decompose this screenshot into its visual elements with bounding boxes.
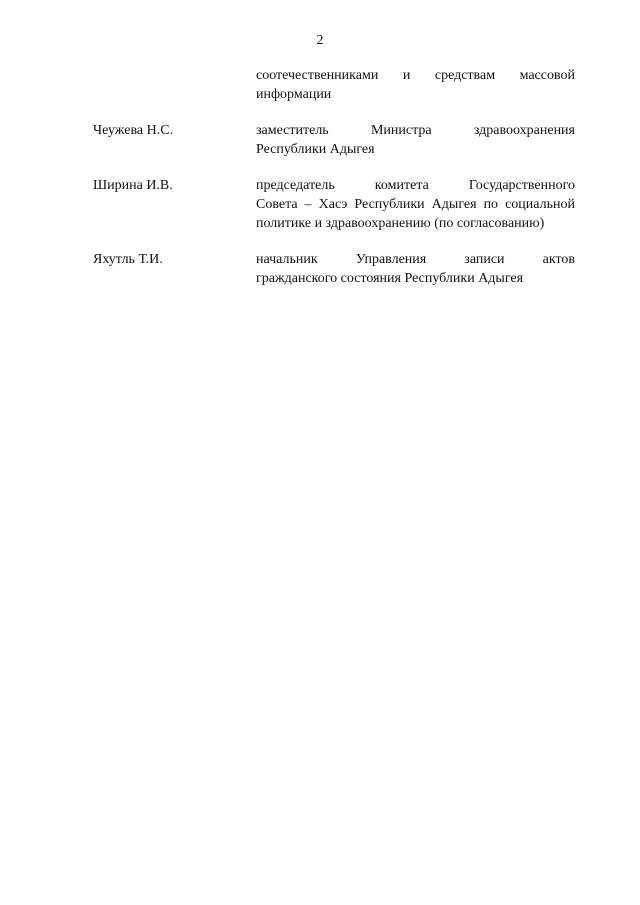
member-name: Яхутль Т.И. [93,252,163,267]
member-name: Ширина И.В. [93,178,173,193]
position-line: заместитель Министра здравоохранения [256,123,575,138]
member-entry [0,121,640,159]
position-line: информации [256,87,332,102]
position-line: председатель комитета Государственного [256,178,575,193]
member-entry-continuation [0,66,640,104]
member-position [256,250,575,288]
member-position [256,176,575,233]
member-name: Чеужева Н.С. [93,123,174,138]
member-list [0,66,640,305]
member-position [256,121,575,159]
position-line: соотечественниками и средствам массовой [256,68,575,83]
member-position [256,66,575,104]
member-entry [0,250,640,288]
position-line: Совета – Хасэ Республики Адыгея по социальной [256,197,575,212]
position-line: начальник Управления записи актов [256,252,575,267]
position-line: гражданского состояния Республики Адыгея [256,271,524,286]
position-line: Республики Адыгея [256,142,375,157]
position-line: политике и здравоохранению (по согласованию) [256,216,545,231]
page-number: 2 [316,33,324,48]
member-entry [0,176,640,233]
